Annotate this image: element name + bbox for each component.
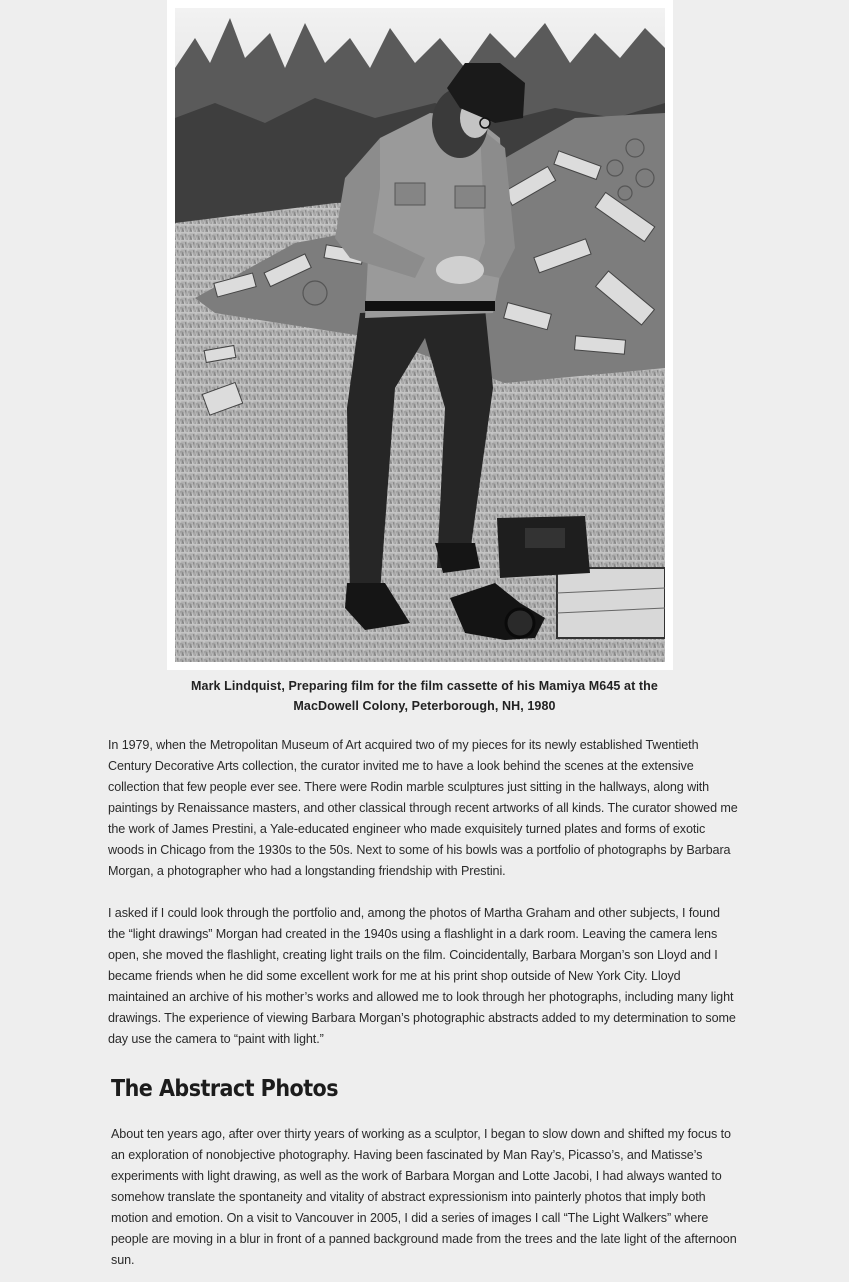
caption-line-2: MacDowell Colony, Peterborough, NH, 1980 <box>293 699 556 713</box>
photo-illustration <box>175 8 665 662</box>
article-paragraph-1: In 1979, when the Metropolitan Museum of Art acquired two of my pieces for its newly established Twentieth Century Decorative Arts collection, the curator invited me to have a look behind the scenes at the extensive collection that few people ever see. There were Rodin marble sculptures just sitting in the hallways, along with paintings by Renaissance masters, and other classical through recent artworks of all kinds. The curator showed me the work of James Prestini, a Yale-educated engineer who made exquisitely turned plates and forms of exotic woods in Chicago from the 1930s to the 50s. Next to some of his bowls was a portfolio of photographs by Barbara Morgan, a photographer who had a longstanding friendship with Prestini. <box>108 738 738 878</box>
article-paragraph-2: I asked if I could look through the portfolio and, among the photos of Martha Graham and other subjects, I found the “light drawings” Morgan had created in the 1940s using a flashlight in a dark room. Leaving the camera lens open, she moved the flashlight, creating light trails on the film. Coincidentally, Barbara Morgan’s son Lloyd and I became friends when he did some excellent work for me at his print shop outside of New York City. Lloyd maintained an archive of his mother’s works and allowed me to look through her photographs, including many light drawings. The experience of viewing Barbara Morgan’s photographic abstracts added to my determination to some day use the camera to “paint with light.” <box>108 906 736 1046</box>
photo-frame <box>167 0 673 670</box>
photo-mark-lindquist <box>175 8 665 662</box>
section-heading-abstract-photos: The Abstract Photos <box>111 1076 339 1102</box>
caption-line-1: Mark Lindquist, Preparing film for the film cassette of his Mamiya M645 at the <box>191 679 658 693</box>
photo-caption <box>140 676 709 716</box>
section-paragraph-1: About ten years ago, after over thirty years of working as a sculptor, I began to slow down and shifted my focus to an exploration of nonobjective photography. Having been fascinated by Man Ray’s, Picasso’s, and Matisse’s experiments with light drawing, as well as the work of Barbara Morgan and Lotte Jacobi, I had always wanted to somehow translate the spontaneity and vitality of abstract expressionism into painterly photos that imply both motion and emotion. On a visit to Vancouver in 2005, I did a series of images I call “The Light Walkers” where people are moving in a blur in front of a panned background made from the trees and the late light of the afternoon sun. <box>111 1127 737 1267</box>
